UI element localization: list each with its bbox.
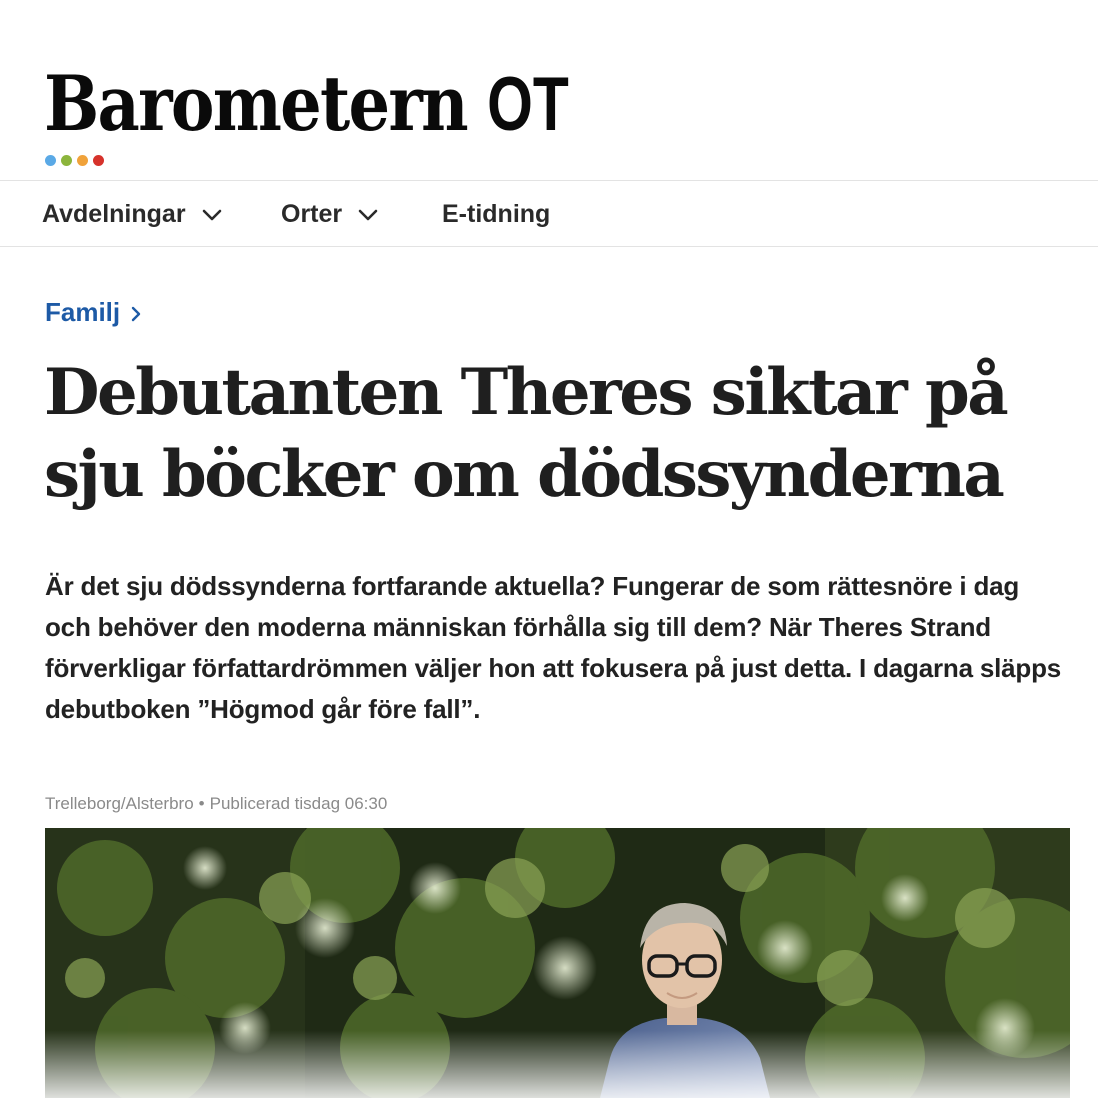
site-logo[interactable] bbox=[44, 59, 573, 148]
site-header bbox=[0, 0, 1098, 180]
nav-item-label: Avdelningar bbox=[42, 199, 186, 228]
nav-item-orter[interactable] bbox=[281, 181, 380, 247]
main-navigation bbox=[0, 180, 1098, 247]
chevron-right-icon bbox=[130, 305, 142, 323]
logo-dot-red bbox=[93, 155, 104, 166]
nav-item-label: E-tidning bbox=[442, 199, 551, 228]
logo-name: Barometern bbox=[44, 59, 467, 148]
category-link[interactable] bbox=[45, 292, 142, 332]
logo-dot-blue bbox=[45, 155, 56, 166]
meta-separator: • bbox=[198, 794, 205, 813]
article-hero-image[interactable] bbox=[45, 828, 1070, 1098]
logo-dot-orange bbox=[77, 155, 88, 166]
article-headline: Debutanten Theres siktar på sju böcker om dödssynderna bbox=[44, 355, 1007, 512]
chevron-down-icon bbox=[356, 203, 380, 227]
logo-dots bbox=[45, 155, 104, 166]
nav-item-avdelningar[interactable] bbox=[42, 181, 224, 247]
logo-dot-green bbox=[61, 155, 72, 166]
nav-item-e-tidning[interactable] bbox=[442, 181, 550, 247]
article-meta bbox=[45, 792, 387, 816]
nav-item-label: Orter bbox=[281, 199, 343, 228]
category-label: Familj bbox=[45, 296, 121, 327]
hero-photo bbox=[45, 828, 1070, 1098]
article-location: Trelleborg/Alsterbro bbox=[45, 794, 194, 813]
logo-suffix: OT bbox=[486, 62, 569, 147]
article-published: Publicerad tisdag 06:30 bbox=[209, 794, 388, 813]
chevron-down-icon bbox=[200, 203, 224, 227]
article-lede: Är det sju dödssynderna fortfarande aktuella? Fungerar de som rättesnöre i dag och behöver den moderna människan förhålla sig till dem? När Theres Strand förverkligar författardrömmen väljer hon att fokusera på just detta. I dagarna släpps debutboken ”Högmod går före fall”. bbox=[45, 571, 1062, 724]
